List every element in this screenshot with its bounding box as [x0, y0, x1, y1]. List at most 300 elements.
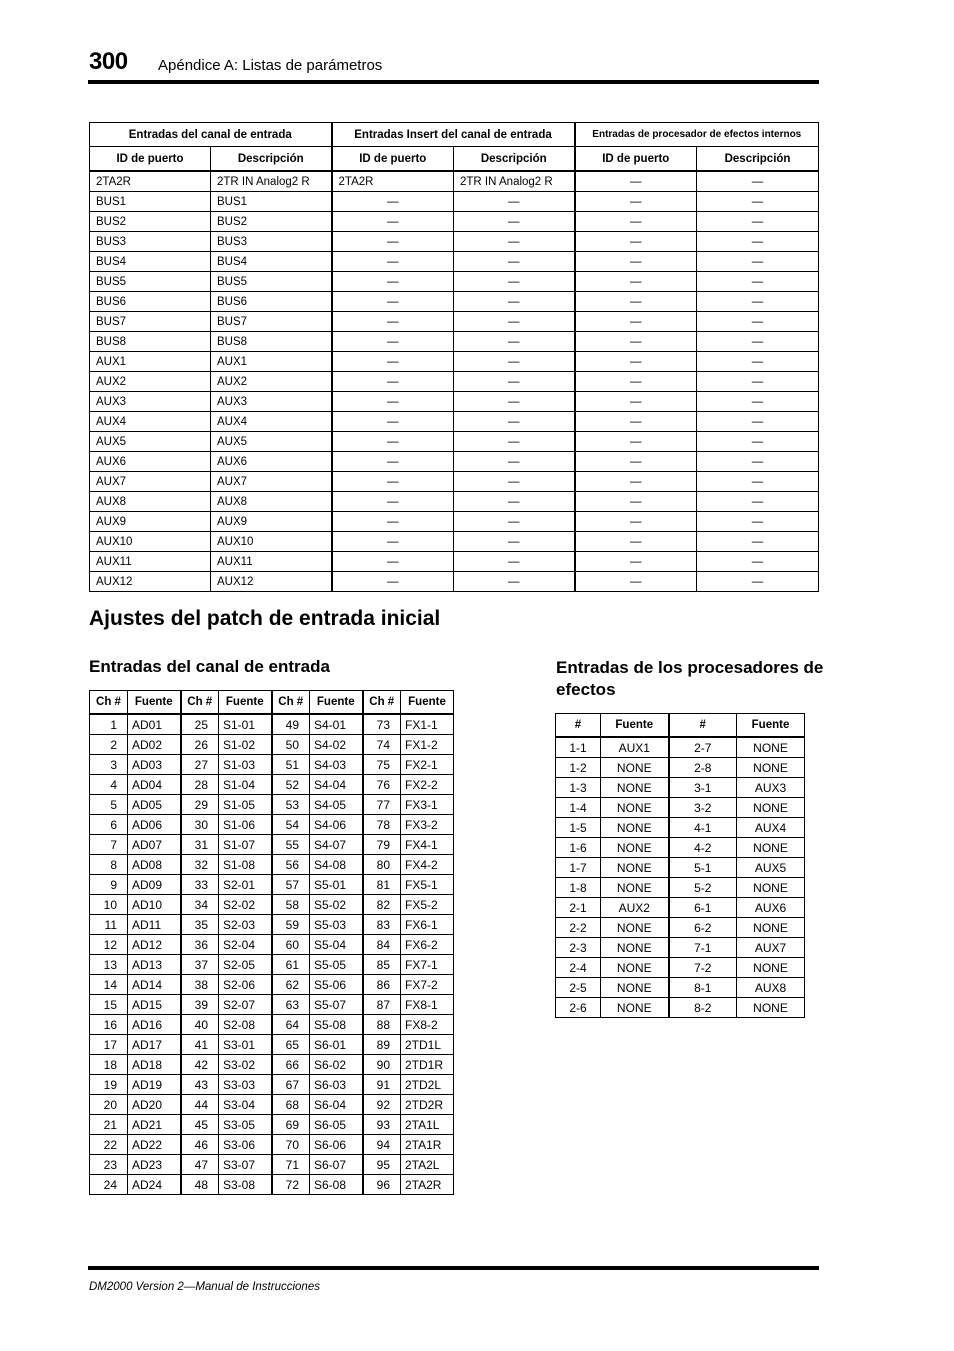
table-cell: 70	[272, 1135, 310, 1155]
table-cell: 2TA2L	[401, 1155, 454, 1175]
table-cell: S6-04	[310, 1095, 363, 1115]
table-cell: S4-05	[310, 795, 363, 815]
table-cell: —	[575, 452, 697, 472]
table-row	[90, 815, 454, 835]
table-row	[90, 1115, 454, 1135]
table-cell: 38	[181, 975, 219, 995]
port-table-column-row	[90, 147, 819, 172]
table-cell: 2TR IN Analog2 R	[211, 171, 332, 192]
table-cell: 67	[272, 1075, 310, 1095]
section-title: Ajustes del patch de entrada inicial	[89, 607, 441, 630]
table-row	[90, 212, 819, 232]
table-cell: 41	[181, 1035, 219, 1055]
table-cell: AD16	[128, 1015, 181, 1035]
table-cell: AD22	[128, 1135, 181, 1155]
table-cell: 92	[363, 1095, 401, 1115]
table-cell: S6-08	[310, 1175, 363, 1195]
table-cell: BUS8	[90, 332, 211, 352]
table-cell: AUX3	[211, 392, 332, 412]
fx-table-header-row	[556, 714, 805, 738]
table-row	[90, 272, 819, 292]
table-cell: S4-06	[310, 815, 363, 835]
column-header: #	[669, 714, 737, 738]
table-row	[90, 432, 819, 452]
table-cell: 74	[363, 735, 401, 755]
table-cell: 30	[181, 815, 219, 835]
group-header-input-channel: Entradas del canal de entrada	[90, 123, 332, 147]
table-cell: 7	[90, 835, 128, 855]
table-cell: S5-06	[310, 975, 363, 995]
table-cell: AUX6	[90, 452, 211, 472]
table-cell: 77	[363, 795, 401, 815]
table-cell: 57	[272, 875, 310, 895]
table-cell: —	[697, 412, 819, 432]
table-row	[556, 758, 805, 778]
table-cell: —	[332, 192, 454, 212]
table-cell: NONE	[601, 838, 669, 858]
table-row	[556, 958, 805, 978]
table-cell: 90	[363, 1055, 401, 1075]
table-cell: 1-3	[556, 778, 601, 798]
table-row	[90, 252, 819, 272]
table-cell: —	[697, 512, 819, 532]
table-row	[90, 312, 819, 332]
table-cell: AUX1	[211, 352, 332, 372]
table-cell: 52	[272, 775, 310, 795]
table-row	[90, 372, 819, 392]
table-cell: —	[332, 212, 454, 232]
table-cell: NONE	[737, 758, 805, 778]
table-cell: 49	[272, 714, 310, 735]
column-header: Fuente	[401, 691, 454, 715]
table-cell: 94	[363, 1135, 401, 1155]
table-row	[90, 875, 454, 895]
table-cell: —	[697, 472, 819, 492]
table-cell: S3-08	[219, 1175, 272, 1195]
table-cell: —	[332, 452, 454, 472]
table-cell: 39	[181, 995, 219, 1015]
table-cell: S5-04	[310, 935, 363, 955]
table-cell: FX5-1	[401, 875, 454, 895]
table-cell: —	[697, 492, 819, 512]
table-cell: —	[454, 432, 575, 452]
table-cell: —	[332, 392, 454, 412]
table-cell: S5-08	[310, 1015, 363, 1035]
table-cell: NONE	[601, 778, 669, 798]
table-cell: 10	[90, 895, 128, 915]
table-cell: AUX2	[211, 372, 332, 392]
table-cell: —	[697, 552, 819, 572]
effects-input-table	[555, 713, 805, 1018]
table-row	[90, 412, 819, 432]
table-cell: AUX4	[737, 818, 805, 838]
table-cell: FX6-2	[401, 935, 454, 955]
table-cell: 84	[363, 935, 401, 955]
table-cell: FX6-1	[401, 915, 454, 935]
table-cell: 2-7	[669, 737, 737, 758]
table-cell: BUS6	[90, 292, 211, 312]
table-cell: 87	[363, 995, 401, 1015]
column-header: Ch #	[272, 691, 310, 715]
table-cell: S1-07	[219, 835, 272, 855]
table-cell: S5-03	[310, 915, 363, 935]
table-cell: 13	[90, 955, 128, 975]
table-cell: 17	[90, 1035, 128, 1055]
table-cell: S3-07	[219, 1155, 272, 1175]
header-rule	[88, 80, 819, 84]
table-cell: AUX5	[90, 432, 211, 452]
table-cell: 1	[90, 714, 128, 735]
table-cell: 27	[181, 755, 219, 775]
table-cell: —	[575, 252, 697, 272]
table-row	[90, 532, 819, 552]
table-cell: 46	[181, 1135, 219, 1155]
table-row	[90, 1135, 454, 1155]
table-cell: —	[332, 532, 454, 552]
table-cell: 3	[90, 755, 128, 775]
table-cell: AUX7	[211, 472, 332, 492]
table-cell: —	[575, 492, 697, 512]
table-cell: AUX7	[737, 938, 805, 958]
table-cell: S5-02	[310, 895, 363, 915]
table-cell: 82	[363, 895, 401, 915]
table-cell: —	[454, 452, 575, 472]
table-cell: 68	[272, 1095, 310, 1115]
table-cell: —	[332, 432, 454, 452]
table-cell: 88	[363, 1015, 401, 1035]
table-cell: —	[697, 452, 819, 472]
table-cell: —	[332, 272, 454, 292]
table-cell: 25	[181, 714, 219, 735]
table-cell: 11	[90, 915, 128, 935]
table-cell: —	[575, 392, 697, 412]
table-cell: 21	[90, 1115, 128, 1135]
table-cell: —	[454, 292, 575, 312]
table-cell: —	[454, 272, 575, 292]
table-cell: 8	[90, 855, 128, 875]
table-cell: —	[332, 292, 454, 312]
column-header: Fuente	[128, 691, 181, 715]
group-header-effects: Entradas de procesador de efectos internos	[575, 123, 819, 147]
table-cell: FX3-2	[401, 815, 454, 835]
table-cell: AUX11	[211, 552, 332, 572]
table-cell: FX7-1	[401, 955, 454, 975]
table-row	[90, 1155, 454, 1175]
table-cell: NONE	[737, 737, 805, 758]
table-cell: 40	[181, 1015, 219, 1035]
table-cell: BUS7	[90, 312, 211, 332]
table-cell: 22	[90, 1135, 128, 1155]
table-cell: 9	[90, 875, 128, 895]
table-cell: —	[454, 212, 575, 232]
table-cell: 18	[90, 1055, 128, 1075]
table-cell: —	[697, 272, 819, 292]
table-cell: AUX4	[90, 412, 211, 432]
table-cell: AUX1	[90, 352, 211, 372]
table-cell: —	[697, 332, 819, 352]
table-cell: 44	[181, 1095, 219, 1115]
table-row	[556, 978, 805, 998]
table-cell: 2TD1R	[401, 1055, 454, 1075]
table-cell: AD05	[128, 795, 181, 815]
table-cell: 2-3	[556, 938, 601, 958]
table-cell: 48	[181, 1175, 219, 1195]
table-cell: AD02	[128, 735, 181, 755]
table-row	[556, 878, 805, 898]
table-cell: 5	[90, 795, 128, 815]
table-cell: —	[697, 212, 819, 232]
table-cell: S3-03	[219, 1075, 272, 1095]
table-row	[90, 995, 454, 1015]
table-row	[556, 938, 805, 958]
column-header: Fuente	[601, 714, 669, 738]
table-cell: FX5-2	[401, 895, 454, 915]
table-row	[90, 472, 819, 492]
table-cell: —	[697, 192, 819, 212]
table-cell: S6-01	[310, 1035, 363, 1055]
table-cell: S2-02	[219, 895, 272, 915]
table-cell: BUS5	[211, 272, 332, 292]
table-cell: AD18	[128, 1055, 181, 1075]
table-cell: FX1-1	[401, 714, 454, 735]
table-cell: S5-05	[310, 955, 363, 975]
table-cell: S1-06	[219, 815, 272, 835]
table-row	[90, 975, 454, 995]
table-row	[556, 838, 805, 858]
table-cell: 36	[181, 935, 219, 955]
table-cell: 96	[363, 1175, 401, 1195]
table-cell: FX3-1	[401, 795, 454, 815]
table-cell: 7-2	[669, 958, 737, 978]
table-cell: 2TD1L	[401, 1035, 454, 1055]
table-cell: 62	[272, 975, 310, 995]
table-cell: 8-2	[669, 998, 737, 1018]
table-cell: 29	[181, 795, 219, 815]
table-cell: AD04	[128, 775, 181, 795]
table-cell: 1-4	[556, 798, 601, 818]
table-cell: 89	[363, 1035, 401, 1055]
table-cell: AD09	[128, 875, 181, 895]
table-row	[90, 714, 454, 735]
table-cell: 4	[90, 775, 128, 795]
table-cell: AD21	[128, 1115, 181, 1135]
channel-input-table	[89, 690, 454, 1195]
table-cell: FX2-2	[401, 775, 454, 795]
table-cell: S5-01	[310, 875, 363, 895]
table-cell: S2-05	[219, 955, 272, 975]
table-cell: —	[332, 412, 454, 432]
table-cell: —	[332, 332, 454, 352]
table-cell: 61	[272, 955, 310, 975]
table-cell: 59	[272, 915, 310, 935]
table-cell: —	[454, 532, 575, 552]
table-cell: 2TA2R	[90, 171, 211, 192]
table-cell: AUX5	[737, 858, 805, 878]
table-row	[90, 1075, 454, 1095]
table-cell: 72	[272, 1175, 310, 1195]
table-cell: S3-04	[219, 1095, 272, 1115]
table-cell: S4-07	[310, 835, 363, 855]
table-row	[556, 798, 805, 818]
table-cell: 63	[272, 995, 310, 1015]
table-cell: —	[575, 372, 697, 392]
table-row	[90, 855, 454, 875]
table-cell: 2TA2R	[332, 171, 454, 192]
table-cell: S3-02	[219, 1055, 272, 1075]
table-cell: —	[697, 372, 819, 392]
table-cell: AD12	[128, 935, 181, 955]
table-cell: S4-01	[310, 714, 363, 735]
table-cell: NONE	[601, 958, 669, 978]
table-row	[90, 352, 819, 372]
table-cell: NONE	[601, 938, 669, 958]
table-cell: 14	[90, 975, 128, 995]
table-cell: BUS3	[211, 232, 332, 252]
table-cell: —	[575, 532, 697, 552]
table-row	[90, 935, 454, 955]
column-header: ID de puerto	[332, 147, 454, 172]
table-cell: —	[454, 512, 575, 532]
table-cell: 64	[272, 1015, 310, 1035]
table-cell: 20	[90, 1095, 128, 1115]
table-cell: —	[697, 312, 819, 332]
table-cell: NONE	[737, 878, 805, 898]
table-cell: 28	[181, 775, 219, 795]
table-cell: BUS5	[90, 272, 211, 292]
table-cell: 6-2	[669, 918, 737, 938]
table-cell: —	[454, 232, 575, 252]
table-cell: —	[575, 572, 697, 592]
table-cell: NONE	[737, 958, 805, 978]
table-cell: —	[575, 292, 697, 312]
column-header: Fuente	[737, 714, 805, 738]
table-cell: AUX11	[90, 552, 211, 572]
table-cell: —	[575, 472, 697, 492]
table-cell: 4-2	[669, 838, 737, 858]
table-cell: —	[332, 512, 454, 532]
table-cell: 35	[181, 915, 219, 935]
table-cell: AD23	[128, 1155, 181, 1175]
table-cell: —	[575, 552, 697, 572]
table-cell: S5-07	[310, 995, 363, 1015]
column-header: Fuente	[310, 691, 363, 715]
table-cell: S6-03	[310, 1075, 363, 1095]
table-row	[90, 1055, 454, 1075]
table-cell: 60	[272, 935, 310, 955]
table-row	[90, 552, 819, 572]
table-cell: BUS6	[211, 292, 332, 312]
table-cell: 78	[363, 815, 401, 835]
table-cell: FX4-2	[401, 855, 454, 875]
table-cell: —	[454, 412, 575, 432]
table-cell: FX8-1	[401, 995, 454, 1015]
table-cell: 54	[272, 815, 310, 835]
table-cell: 95	[363, 1155, 401, 1175]
table-cell: AD17	[128, 1035, 181, 1055]
column-header: ID de puerto	[575, 147, 697, 172]
table-cell: —	[697, 392, 819, 412]
table-row	[90, 735, 454, 755]
table-cell: 2TA1R	[401, 1135, 454, 1155]
table-cell: —	[454, 332, 575, 352]
table-row	[90, 292, 819, 312]
table-cell: —	[454, 192, 575, 212]
table-cell: S2-01	[219, 875, 272, 895]
table-cell: 71	[272, 1155, 310, 1175]
table-cell: 2-2	[556, 918, 601, 938]
table-cell: AD24	[128, 1175, 181, 1195]
table-row	[90, 1015, 454, 1035]
table-cell: 31	[181, 835, 219, 855]
table-cell: 19	[90, 1075, 128, 1095]
table-cell: AD01	[128, 714, 181, 735]
table-cell: FX8-2	[401, 1015, 454, 1035]
table-cell: NONE	[601, 878, 669, 898]
column-header: Descripción	[697, 147, 819, 172]
table-cell: S2-07	[219, 995, 272, 1015]
table-cell: NONE	[601, 798, 669, 818]
table-cell: AUX8	[90, 492, 211, 512]
table-cell: FX1-2	[401, 735, 454, 755]
table-cell: NONE	[601, 918, 669, 938]
column-header: Descripción	[454, 147, 575, 172]
table-cell: S6-02	[310, 1055, 363, 1075]
table-cell: S2-04	[219, 935, 272, 955]
table-cell: NONE	[737, 838, 805, 858]
table-cell: 45	[181, 1115, 219, 1135]
table-cell: —	[332, 352, 454, 372]
table-cell: FX4-1	[401, 835, 454, 855]
table-cell: AD07	[128, 835, 181, 855]
table-cell: —	[697, 232, 819, 252]
table-cell: 6	[90, 815, 128, 835]
table-cell: BUS1	[211, 192, 332, 212]
table-cell: —	[332, 472, 454, 492]
port-id-table	[89, 122, 819, 592]
table-cell: —	[332, 572, 454, 592]
table-cell: 2-6	[556, 998, 601, 1018]
footer-rule	[88, 1266, 819, 1270]
table-row	[90, 1035, 454, 1055]
table-cell: BUS4	[211, 252, 332, 272]
table-cell: AD10	[128, 895, 181, 915]
table-cell: —	[454, 572, 575, 592]
table-row	[90, 572, 819, 592]
table-cell: AD13	[128, 955, 181, 975]
table-cell: AD08	[128, 855, 181, 875]
column-header: Descripción	[211, 147, 332, 172]
table-cell: 5-2	[669, 878, 737, 898]
table-row	[90, 192, 819, 212]
table-cell: S1-01	[219, 714, 272, 735]
subsection-title-input-channel: Entradas del canal de entrada	[89, 657, 330, 676]
table-cell: BUS8	[211, 332, 332, 352]
table-cell: —	[454, 472, 575, 492]
table-cell: —	[332, 372, 454, 392]
table-cell: AUX7	[90, 472, 211, 492]
table-cell: NONE	[601, 978, 669, 998]
table-cell: S2-08	[219, 1015, 272, 1035]
table-cell: 83	[363, 915, 401, 935]
table-cell: 1-7	[556, 858, 601, 878]
table-cell: AUX6	[737, 898, 805, 918]
table-cell: BUS7	[211, 312, 332, 332]
subsection-title-effects: Entradas de los procesadores de efectos	[556, 658, 824, 699]
table-cell: —	[575, 272, 697, 292]
table-cell: AUX3	[90, 392, 211, 412]
table-cell: AUX4	[211, 412, 332, 432]
table-cell: —	[332, 552, 454, 572]
